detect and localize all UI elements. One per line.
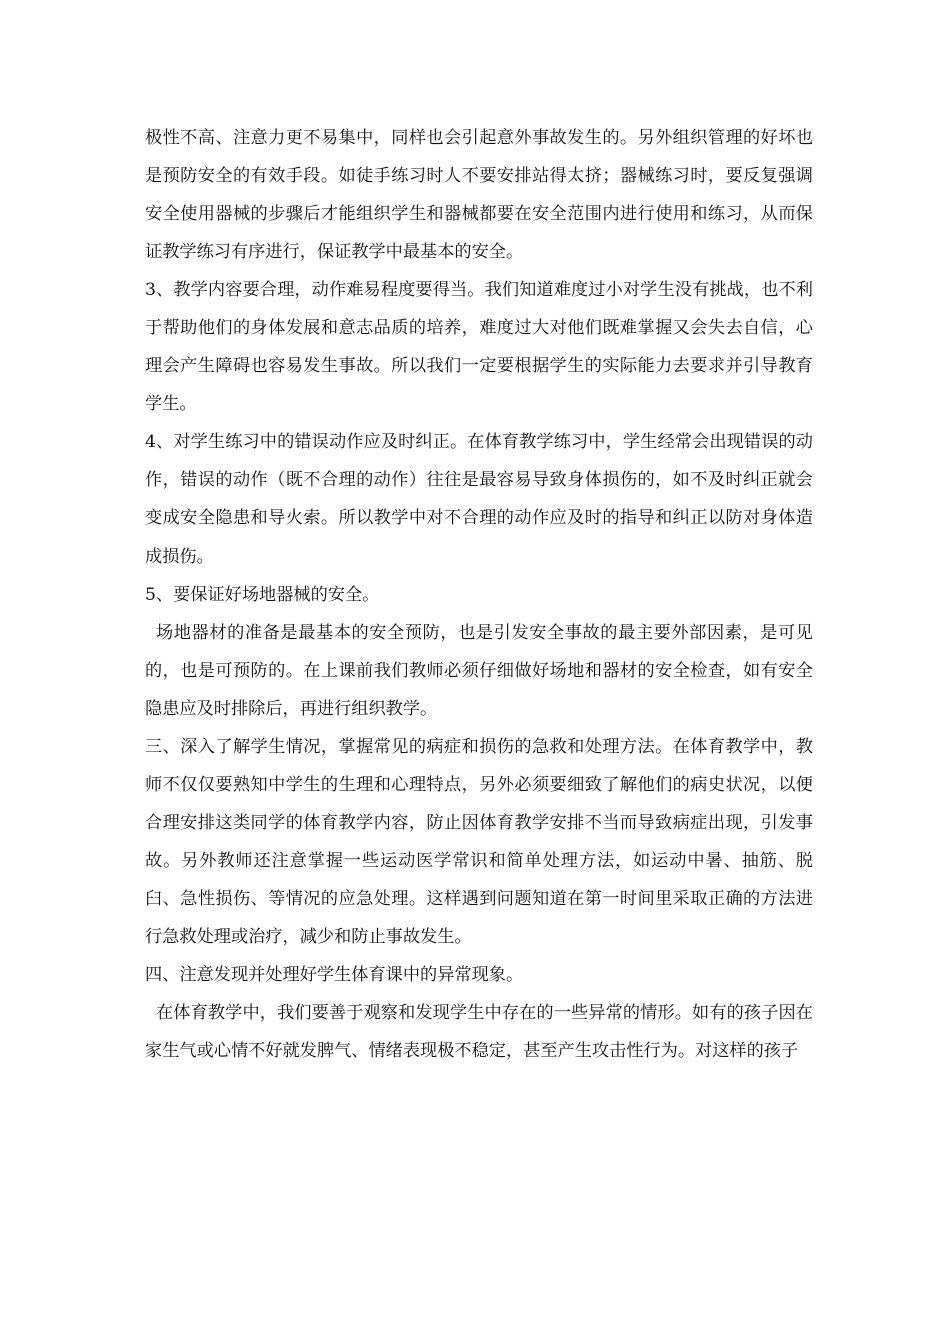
paragraph-venue-heading: 5、要保证好场地器械的安全。 (145, 584, 380, 605)
paragraph-group-management: 极性不高、注意力更不易集中，同样也会引起意外事故发生的。另外组织管理的好坏也是预防安全的有效手段。如徒手练习时人不要安排站得太挤；器械练习时，要反复强调安全使用器械的步骤后才能组织学生和器械都要在安全范围内进行使用和练习，从而保证教学练习有序进行，保证教学中最基本的安全。 (145, 128, 813, 263)
paragraph-section-four-heading: 四、注意发现并处理好学生体育课中的异常现象。 (145, 965, 524, 986)
paragraph-venue-safety: 场地器材的准备是最基本的安全预防，也是引发安全事故的最主要外部因素，是可见的，也是可预防的。在上课前我们教师必须仔细做好场地和器材的安全检查，如有安全隐患应及时排除后，再进行组织教学。 (145, 622, 813, 719)
paragraph-error-correction: 4、对学生练习中的错误动作应及时纠正。在体育教学练习中，学生经常会出现错误的动作，错误的动作（既不合理的动作）往往是最容易导致身体损伤的，如不及时纠正就会变成安全隐患和导火索。所以教学中对不合理的动作应及时的指导和纠正以防对身体造成损伤。 (145, 432, 813, 567)
paragraph-content-difficulty: 3、教学内容要合理，动作难易程度要得当。我们知道难度过小对学生没有挑战，也不利于帮助他们的身体发展和意志品质的培养，难度过大对他们既难掌握又会失去自信，心理会产生障碍也容易发生事故。所以我们一定要根据学生的实际能力去要求并引导教育学生。 (145, 280, 813, 415)
document-body (145, 119, 813, 1070)
paragraph-abnormal-behavior: 在体育教学中，我们要善于观察和发现学生中存在的一些异常的情形。如有的孩子因在家生气或心情不好就发脾气、情绪表现极不稳定，甚至产生攻击性行为。对这样的孩子 (145, 1003, 813, 1062)
paragraph-section-three: 三、深入了解学生情况，掌握常见的病症和损伤的急救和处理方法。在体育教学中，教师不仅仅要熟知中学生的生理和心理特点，另外必须要细致了解他们的病史状况，以便合理安排这类同学的体育教学内容，防止因体育教学安排不当而导致病症出现，引发事故。另外教师还注意掌握一些运动医学常识和简单处理方法，如运动中暑、抽筋、脱臼、急性损伤、等情况的应急处理。这样遇到问题知道在第一时间里采取正确的方法进行急救处理或治疗，减少和防止事故发生。 (145, 736, 813, 947)
